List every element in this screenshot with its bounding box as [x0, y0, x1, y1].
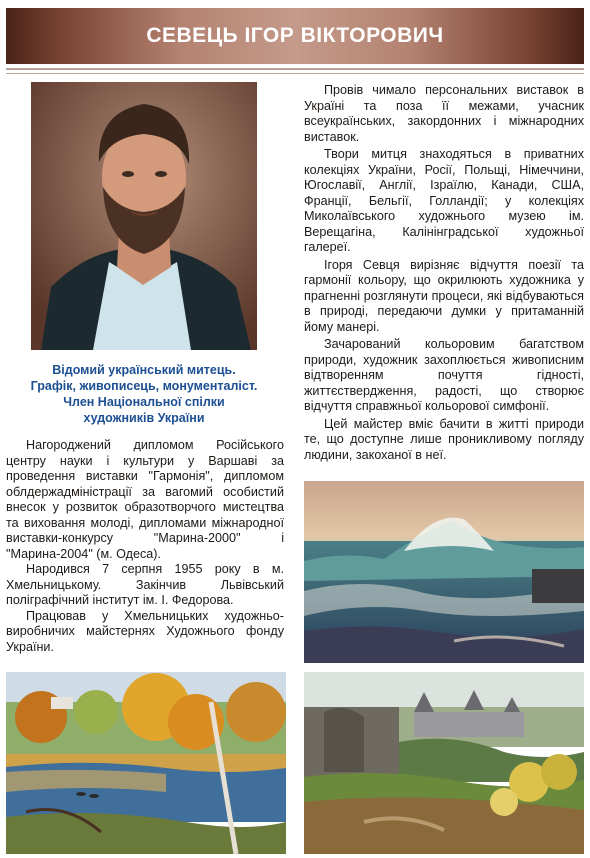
caption-line: художників України	[83, 411, 205, 425]
paragraph: Твори митця знаходяться в приватних колекціях України, Росії, Польщі, Німеччини, Югославії, Англії, Ізраїлю, Канади, США, Франції, Бельгії, Голландії; у колекціях Миколаївського художнього музею ім. Верещагіна, Калінінградської художньої галереї.	[304, 147, 584, 254]
paragraph: Ігоря Севця вирізняє відчуття поезії та гармонії кольору, що окрилюють художника у прагненні розглянути процеси, які відбуваються в природі, передаючи думки у притаманній йому манері.	[304, 257, 584, 334]
caption-line: Графік, живописець, монументаліст.	[30, 379, 258, 393]
caption-line: Член Національної спілки	[63, 395, 225, 409]
artist-name-title: СЕВЕЦЬ ІГОР ВІКТОРОВИЧ	[146, 24, 444, 47]
fortress-landscape-painting	[304, 672, 584, 854]
portrait-caption	[6, 362, 282, 426]
paragraph: Працював у Хмельницьких художньо-виробничих майстернях Художнього фонду України.	[6, 608, 284, 654]
header-divider-bottom	[6, 73, 584, 74]
page-header	[6, 8, 584, 64]
autumn-landscape-painting	[6, 672, 286, 854]
paragraph: Цей майстер вміє бачити в житті природи те, що доступне лише проникливому погляду людини, закоханої в неї.	[304, 416, 584, 462]
seascape-painting	[304, 481, 584, 663]
left-text-column	[6, 438, 284, 655]
header-divider-top	[6, 68, 584, 70]
paragraph: Зачарований кольоровим багатством природи, художник захоплюється живописним відтворенням почуття гідності, життєствердження, радості, що створює відчуття справжньої кольорової симфонії.	[304, 337, 584, 413]
paragraph: Провів чимало персональних виставок в Україні та поза її межами, учасник всеукраїнських, закордонних і міжнародних виставок.	[304, 83, 584, 144]
paragraph: Народився 7 серпня 1955 року в м. Хмельницькому. Закінчив Львівський поліграфічний інститут ім. І. Федорова.	[6, 562, 284, 607]
portrait-photo	[31, 82, 257, 350]
right-text-column	[304, 83, 584, 465]
paragraph: Нагороджений дипломом Російського центру науки і культури у Варшаві за проведення виставки "Гармонія", дипломом облдержадміністрації за вагомий особистий внесок у розвиток образотворчого мистецтва та виховання молоді, дипломами міжнародної виставки-конкурсу "Марина-2000" і "Марина-2004" (м. Одеса).	[6, 438, 284, 561]
caption-line: Відомий український митець.	[52, 363, 236, 377]
